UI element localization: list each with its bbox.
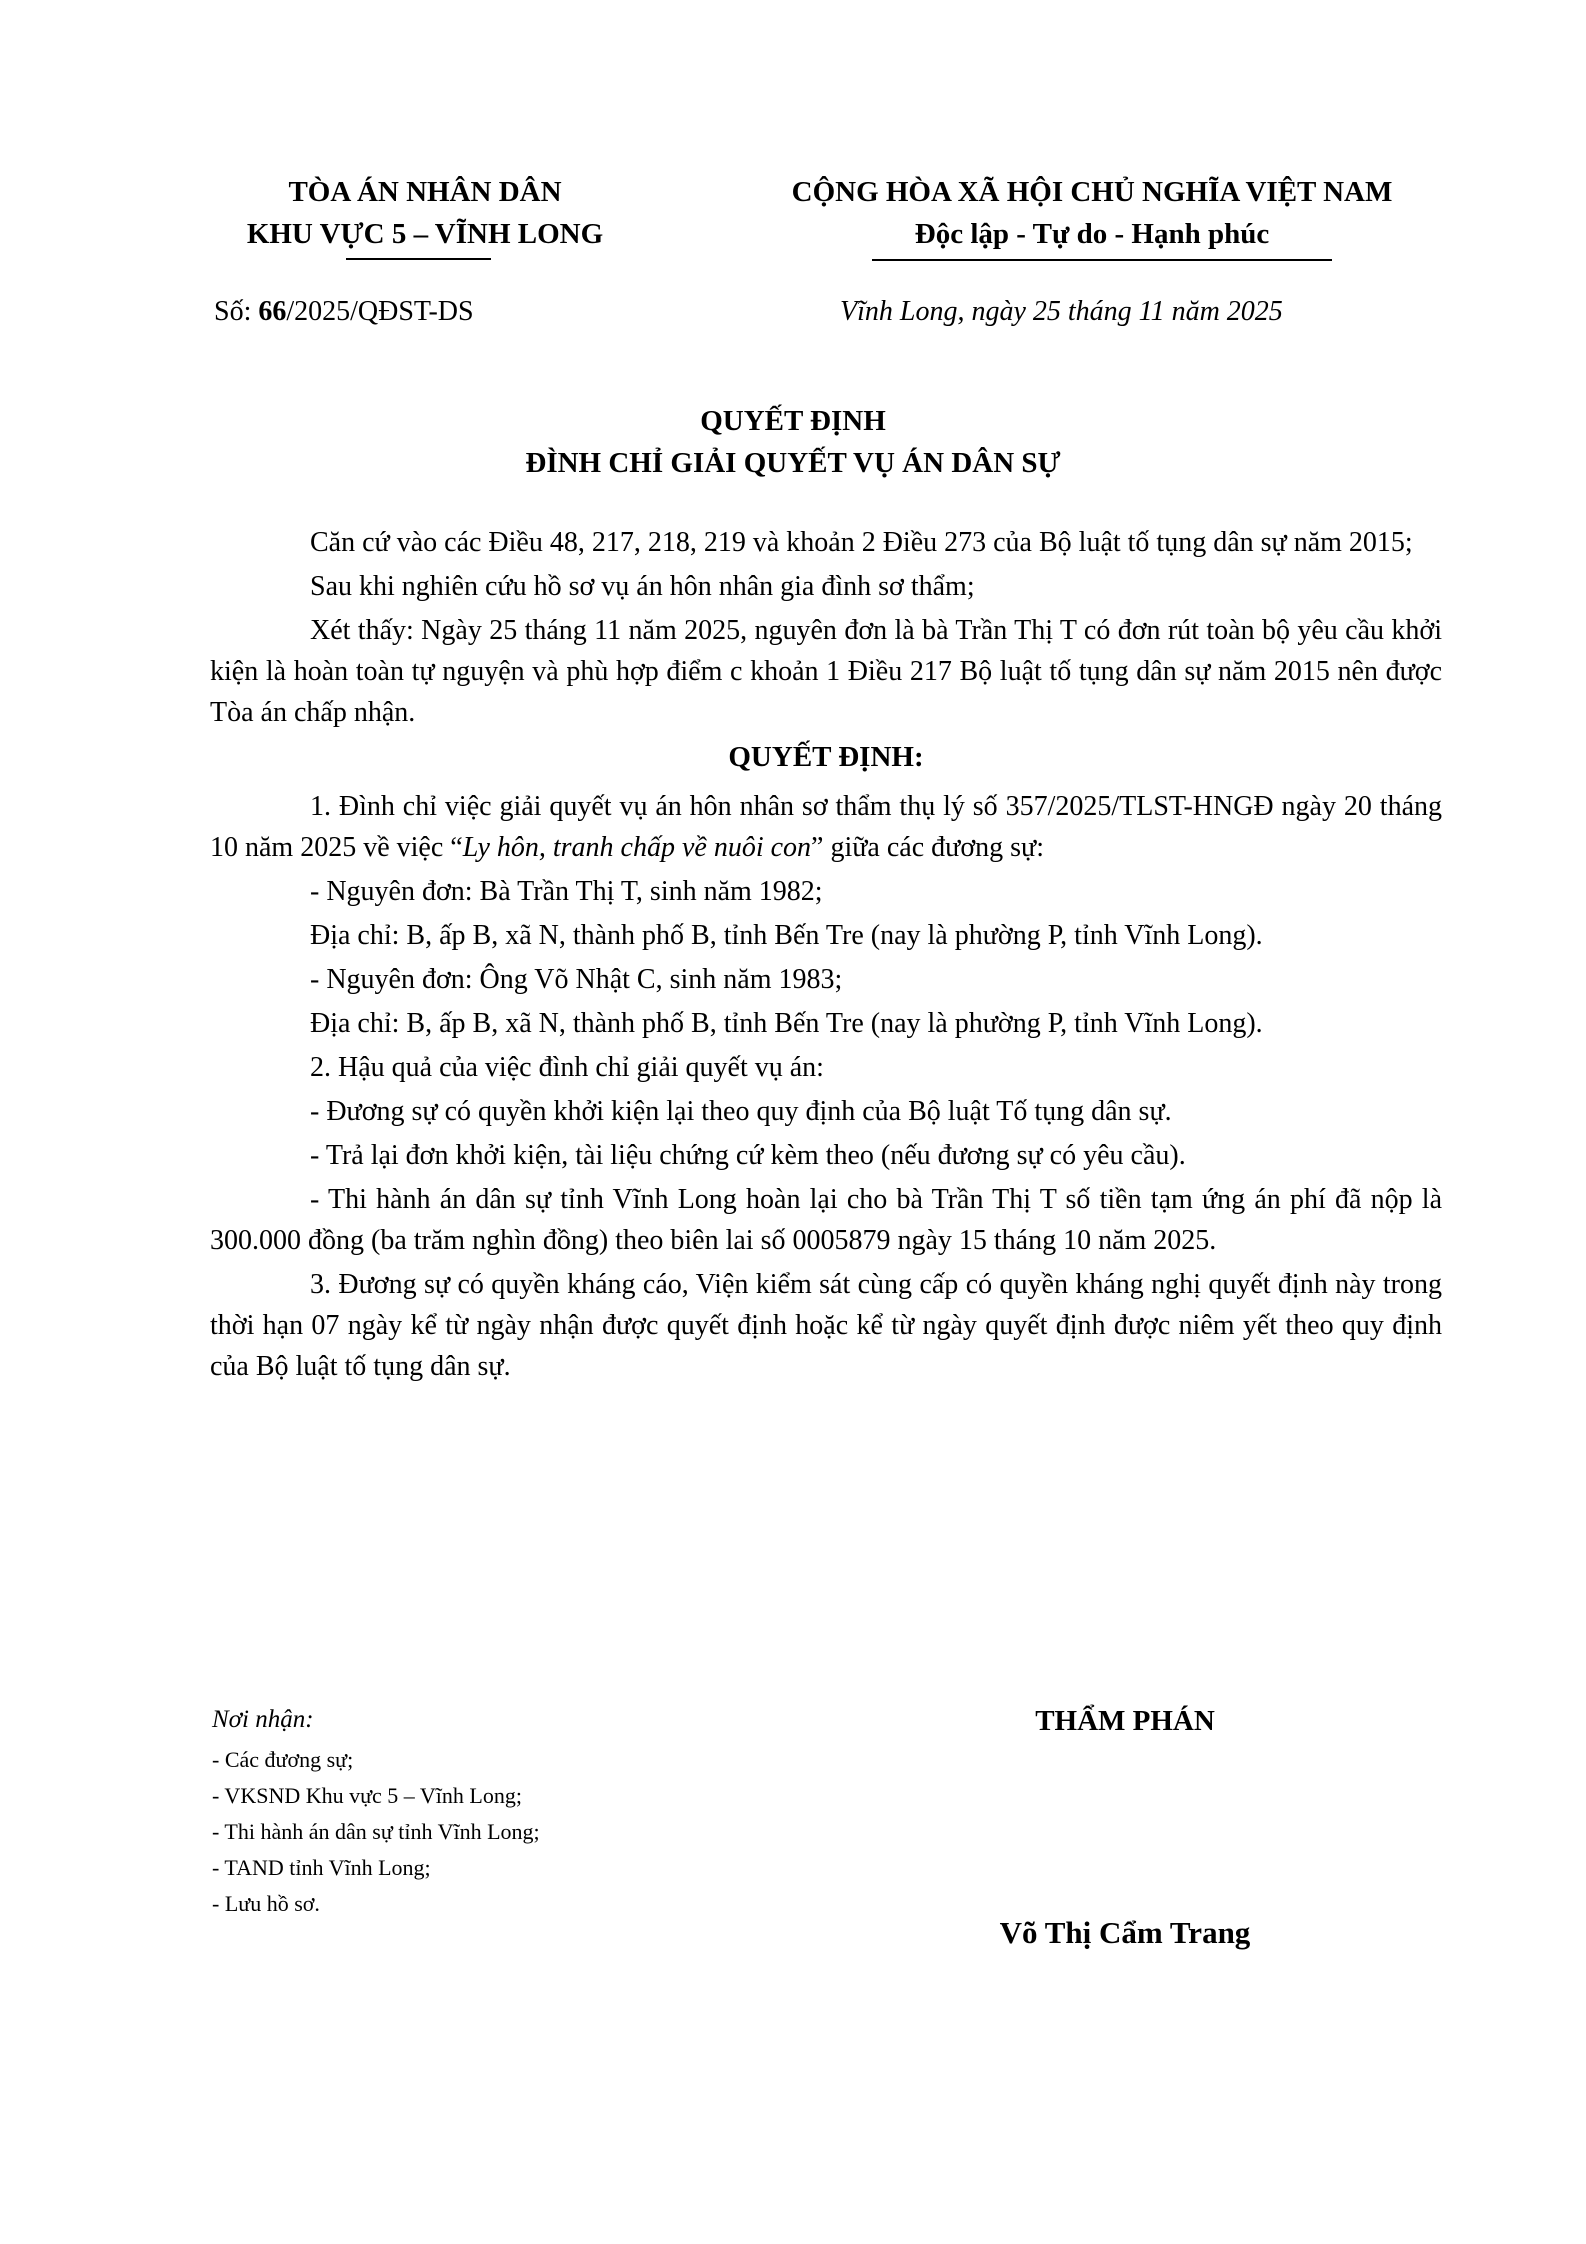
decision-2a: - Đương sự có quyền khởi kiện lại theo quy định của Bộ luật Tố tụng dân sự. xyxy=(310,1096,1172,1127)
party-1: - Nguyên đơn: Bà Trần Thị T, sinh năm 1982; xyxy=(310,876,823,907)
court-name xyxy=(225,171,625,255)
nation-line-1: CỘNG HÒA XÃ HỘI CHỦ NGHĨA VIỆT NAM xyxy=(791,176,1393,208)
recipient-item: - Lưu hồ sơ. xyxy=(212,1891,320,1916)
document-number xyxy=(214,296,474,328)
nation-line-2: Độc lập - Tự do - Hạnh phúc xyxy=(914,218,1270,250)
recipients-label: Nơi nhận: xyxy=(212,1706,314,1733)
recipient-item: - VKSND Khu vực 5 – Vĩnh Long; xyxy=(212,1783,522,1808)
signature-title: THẨM PHÁN xyxy=(1035,1705,1215,1737)
decision-2b: - Trả lại đơn khởi kiện, tài liệu chứng cứ kèm theo (nếu đương sự có yêu cầu). xyxy=(310,1140,1186,1171)
party-2: - Nguyên đơn: Ông Võ Nhật C, sinh năm 1983; xyxy=(310,964,843,995)
party-2-address: Địa chỉ: B, ấp B, xã N, thành phố B, tỉnh Bến Tre (nay là phường P, tỉnh Vĩnh Long). xyxy=(310,1008,1263,1039)
decision-1-text: 1. Đình chỉ việc giải quyết vụ án hôn nhân sơ thẩm thụ lý số 357/2025/TLST-HNGĐ ngày 20 tháng 10 năm 2025 về việc “ xyxy=(210,791,1442,863)
place-date: Vĩnh Long, ngày 25 tháng 11 năm 2025 xyxy=(840,296,1283,327)
decision-1 xyxy=(210,786,1442,868)
national-motto xyxy=(700,171,1484,255)
title-line-1: QUYẾT ĐỊNH xyxy=(700,405,886,437)
motto-underline xyxy=(872,259,1332,261)
number-suffix: /2025/QĐST-DS xyxy=(286,296,474,327)
decision-heading: QUYẾT ĐỊNH: xyxy=(728,741,924,773)
decision-3: 3. Đương sự có quyền kháng cáo, Viện kiểm sát cùng cấp có quyền kháng nghị quyết định này trong thời hạn 07 ngày kể từ ngày nhận được quyết định hoặc kể từ ngày quyết định được niêm yết theo quy định của Bộ luật tố tụng dân sự. xyxy=(210,1269,1442,1382)
document-body xyxy=(210,522,1442,1390)
court-underline xyxy=(346,258,491,260)
legal-basis: Căn cứ vào các Điều 48, 217, 218, 219 và khoản 2 Điều 273 của Bộ luật tố tụng dân sự năm 2015; xyxy=(310,527,1413,558)
case-subject: Ly hôn, tranh chấp về nuôi con xyxy=(462,832,812,863)
document-title xyxy=(0,400,1586,484)
decision-1-tail: ” giữa các đương sự: xyxy=(811,832,1044,863)
review-note: Sau khi nghiên cứu hồ sơ vụ án hôn nhân gia đình sơ thẩm; xyxy=(310,571,975,602)
recipients xyxy=(212,1700,540,1922)
recipient-item: - Các đương sự; xyxy=(212,1747,354,1772)
party-1-address: Địa chỉ: B, ấp B, xã N, thành phố B, tỉnh Bến Tre (nay là phường P, tỉnh Vĩnh Long). xyxy=(310,920,1263,951)
court-line-1: TÒA ÁN NHÂN DÂN xyxy=(288,176,562,208)
court-line-2: KHU VỰC 5 – VĨNH LONG xyxy=(246,218,604,250)
number-prefix: Số: xyxy=(214,296,259,327)
title-line-2: ĐÌNH CHỈ GIẢI QUYẾT VỤ ÁN DÂN SỰ xyxy=(525,447,1061,479)
consideration: Xét thấy: Ngày 25 tháng 11 năm 2025, nguyên đơn là bà Trần Thị T có đơn rút toàn bộ yêu cầu khởi kiện là hoàn toàn tự nguyện và phù hợp điểm c khoản 1 Điều 217 Bộ luật tố tụng dân sự năm 2015 nên được Tòa án chấp nhận. xyxy=(210,615,1442,728)
recipient-item: - TAND tỉnh Vĩnh Long; xyxy=(212,1855,431,1880)
recipient-item: - Thi hành án dân sự tỉnh Vĩnh Long; xyxy=(212,1819,540,1844)
decision-2: 2. Hậu quả của việc đình chỉ giải quyết vụ án: xyxy=(310,1052,824,1083)
number-bold: 66 xyxy=(258,296,287,327)
decision-2c: - Thi hành án dân sự tỉnh Vĩnh Long hoàn lại cho bà Trần Thị T số tiền tạm ứng án phí đã nộp là 300.000 đồng (ba trăm nghìn đồng) theo biên lai số 0005879 ngày 15 tháng 10 năm 2025. xyxy=(210,1184,1442,1256)
signer-name: Võ Thị Cẩm Trang xyxy=(999,1915,1251,1950)
